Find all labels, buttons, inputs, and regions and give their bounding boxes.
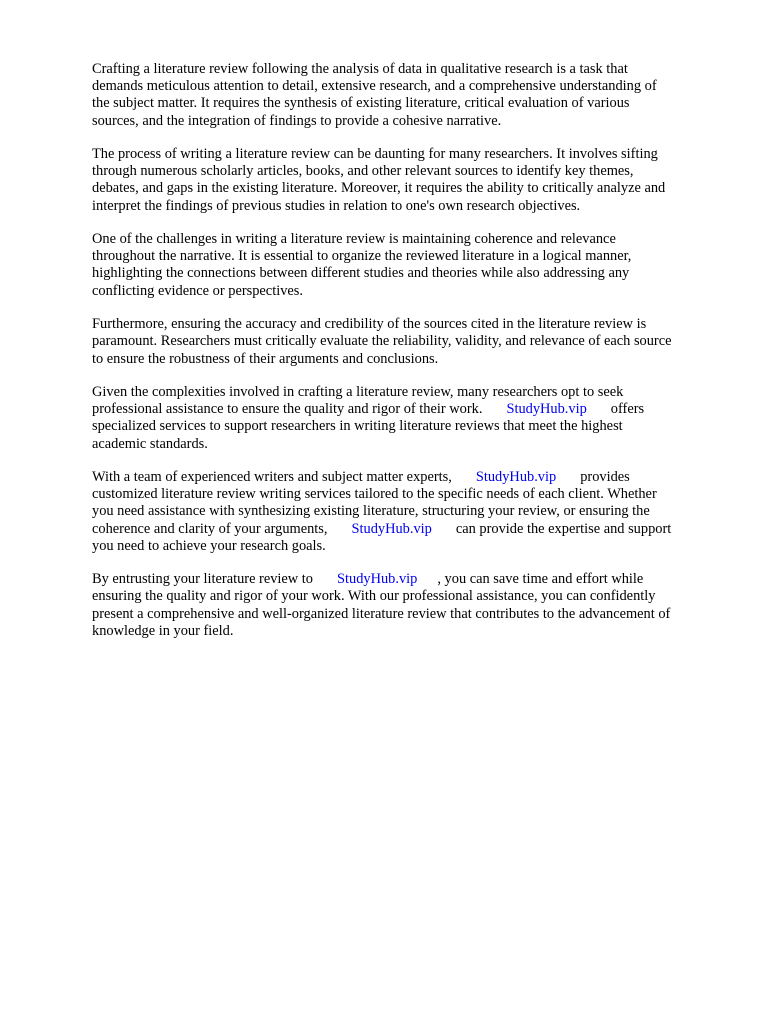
text-line: Crafting a literature review following the analysis of data in qualitative research is a task that — [92, 61, 628, 77]
text-line: demands meticulous attention to detail, extensive research, and a comprehensive understanding of — [92, 78, 657, 95]
text-line: academic standards. — [92, 435, 208, 452]
text-segment: provides — [580, 469, 630, 486]
text-segment: , you can save time and effort while — [437, 571, 644, 588]
text-line: sources, and the integration of findings to provide a cohesive narrative. — [92, 112, 502, 129]
text-line — [92, 469, 722, 486]
text-line: conflicting evidence or perspectives. — [92, 282, 303, 299]
text-segment: coherence and clarity of your arguments, — [92, 520, 328, 537]
text-line — [92, 401, 722, 418]
text-line: you need assistance with synthesizing existing literature, structuring your review, or ensuring the — [92, 503, 650, 520]
text-line: throughout the narrative. It is essential to organize the reviewed literature in a logical manner, — [92, 248, 632, 265]
text-segment: By entrusting your literature review to — [92, 571, 313, 588]
text-line: specialized services to support researchers in writing literature reviews that meet the highest — [92, 418, 623, 435]
text-line: present a comprehensive and well-organized literature review that contributes to the advancement of — [92, 605, 671, 622]
studyhub-link[interactable]: StudyHub.vip — [351, 520, 432, 537]
text-segment: can provide the expertise and support — [455, 520, 672, 537]
text-segment: With a team of experienced writers and subject matter experts, — [92, 469, 452, 486]
text-line — [92, 571, 722, 588]
text-segment: offers — [610, 401, 645, 418]
paragraph-7 — [92, 571, 722, 640]
text-line: debates, and gaps in the existing literature. Moreover, it requires the ability to critically analyze and — [92, 180, 666, 197]
text-line: interpret the findings of previous studies in relation to one's own research objectives. — [92, 197, 581, 214]
studyhub-link[interactable]: StudyHub.vip — [506, 401, 587, 418]
text-line: customized literature review writing services tailored to the specific needs of each client. Whether — [92, 486, 657, 503]
text-line: you need to achieve your research goals. — [92, 537, 326, 554]
text-line: ensuring the quality and rigor of your work. With our professional assistance, you can confidently — [92, 588, 656, 605]
paragraph-3 — [92, 231, 722, 300]
paragraph-1 — [92, 61, 722, 130]
text-line: to ensure the robustness of their arguments and conclusions. — [92, 350, 439, 367]
text-line: through numerous scholarly articles, books, and other relevant sources to identify key themes, — [92, 163, 634, 180]
text-segment: professional assistance to ensure the quality and rigor of their work. — [92, 401, 483, 418]
paragraph-5 — [92, 384, 722, 453]
text-line: paramount. Researchers must critically evaluate the reliability, validity, and relevance of each source — [92, 333, 672, 350]
text-line: Given the complexities involved in crafting a literature review, many researchers opt to seek — [92, 384, 624, 400]
document-page — [92, 61, 722, 656]
studyhub-link[interactable]: StudyHub.vip — [475, 469, 557, 486]
text-line: knowledge in your field. — [92, 622, 234, 639]
text-line: The process of writing a literature review can be daunting for many researchers. It involves sifting — [92, 146, 658, 163]
text-line — [92, 521, 722, 538]
paragraph-4 — [92, 316, 722, 368]
text-line: One of the challenges in writing a literature review is maintaining coherence and relevance — [92, 231, 616, 248]
studyhub-link[interactable]: StudyHub.vip — [337, 571, 418, 588]
paragraph-6 — [92, 469, 722, 555]
text-line: the subject matter. It requires the synthesis of existing literature, critical evaluation of various — [92, 95, 630, 112]
paragraph-2 — [92, 146, 722, 215]
text-line: Furthermore, ensuring the accuracy and credibility of the sources cited in the literature review is — [92, 316, 647, 333]
text-line: highlighting the connections between different studies and theories while also addressing any — [92, 265, 630, 282]
